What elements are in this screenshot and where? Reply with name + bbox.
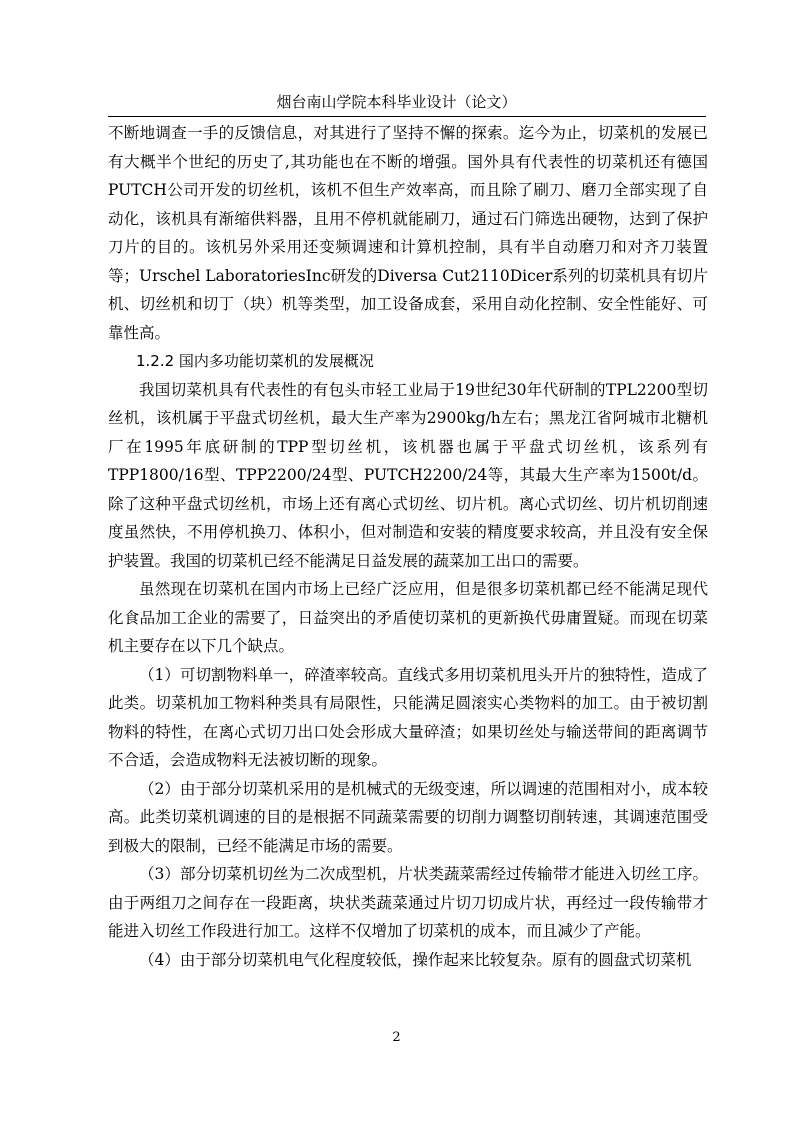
page-header: 烟台南山学院本科毕业设计（论文） — [276, 93, 517, 111]
paragraph-7: （4）由于部分切菜机电气化程度较低，操作起来比较复杂。原有的圆盘式切菜机 — [139, 950, 692, 969]
paragraph-4: （1）可切割物料单一，碎渣率较高。直线式多用切菜机甩头开片的独特性，造成了此类。切菜机加工物料种类具有局限性，只能满足圆滚实心类物料的加工。由于被切割物料的特性，在离心式切刀出口处会形成大量碎渣；如果切丝处与输送带间的距离调节不合适，会造成物料无法被切断的现象。 — [108, 665, 708, 769]
paragraph-6: （3）部分切菜机切丝为二次成型机，片状类蔬菜需经过传输带才能进入切丝工序。由于两组刀之间存在一段距离，块状类蔬菜通过片切刀切成片状，再经过一段传输带才能进入切丝工作段进行加工。这样不仅增加了切菜机的成本，而且减少了产能。 — [108, 865, 708, 940]
paragraph-1: 不断地调查一手的反馈信息，对其进行了坚持不懈的探索。迄今为止，切菜机的发展已有大概半个世纪的历史了,其功能也在不断的增强。国外具有代表性的切菜机还有德国PUTCH公司开发的切丝机，该机不但生产效率高，而且除了刷刀、磨刀全部实现了自动化，该机具有渐缩供料器，且用不停机就能刷刀，通过石门筛选出硬物，达到了保护刀片的目的。该机另外采用还变频调速和计算机控制，具有半自动磨刀和对齐刀装置等；Urschel LaboratoriesInc研发的Diversa Cut2110Dicer系列的切菜机具有切片机、切丝机和切丁（块）机等类型，加工设备成套，采用自动化控制、安全性能好、可靠性高。 — [108, 124, 708, 342]
body-text — [108, 119, 708, 974]
section-heading: 1.2.2 国内多功能切菜机的发展概况 — [136, 352, 374, 370]
paragraph-3: 虽然现在切菜机在国内市场上已经广泛应用，但是很多切菜机都已经不能满足现代化食品加工企业的需要了，日益突出的矛盾使切菜机的更新换代毋庸置疑。而现在切菜机主要存在以下几个缺点。 — [108, 580, 708, 655]
page-number: 2 — [392, 1030, 401, 1045]
paragraph-5: （2）由于部分切菜机采用的是机械式的无级变速，所以调速的范围相对小，成本较高。此类切菜机调速的目的是根据不同蔬菜需要的切削力调整切削转速，其调速范围受到极大的限制，已经不能满足市场的需要。 — [108, 779, 708, 855]
paragraph-2: 我国切菜机具有代表性的有包头市轻工业局于19世纪30年代研制的TPL2200型切丝机，该机属于平盘式切丝机，最大生产率为2900kg/h左右；黑龙江省阿城市北糖机厂在1995年底研制的TPP型切丝机，该机器也属于平盘式切丝机，该系列有TPP1800/16型、TPP2200/24型、PUTCH2200/24等，其最大生产率为1500t/d。除了这种平盘式切丝机，市场上还有离心式切丝、切片机。离心式切丝、切片机切削速度虽然快，不用停机换刀、体积小，但对制造和安装的精度要求较高，并且没有安全保护装置。我国的切菜机已经不能满足日益发展的蔬菜加工出口的需要。 — [108, 380, 708, 570]
header-rule — [108, 116, 706, 117]
